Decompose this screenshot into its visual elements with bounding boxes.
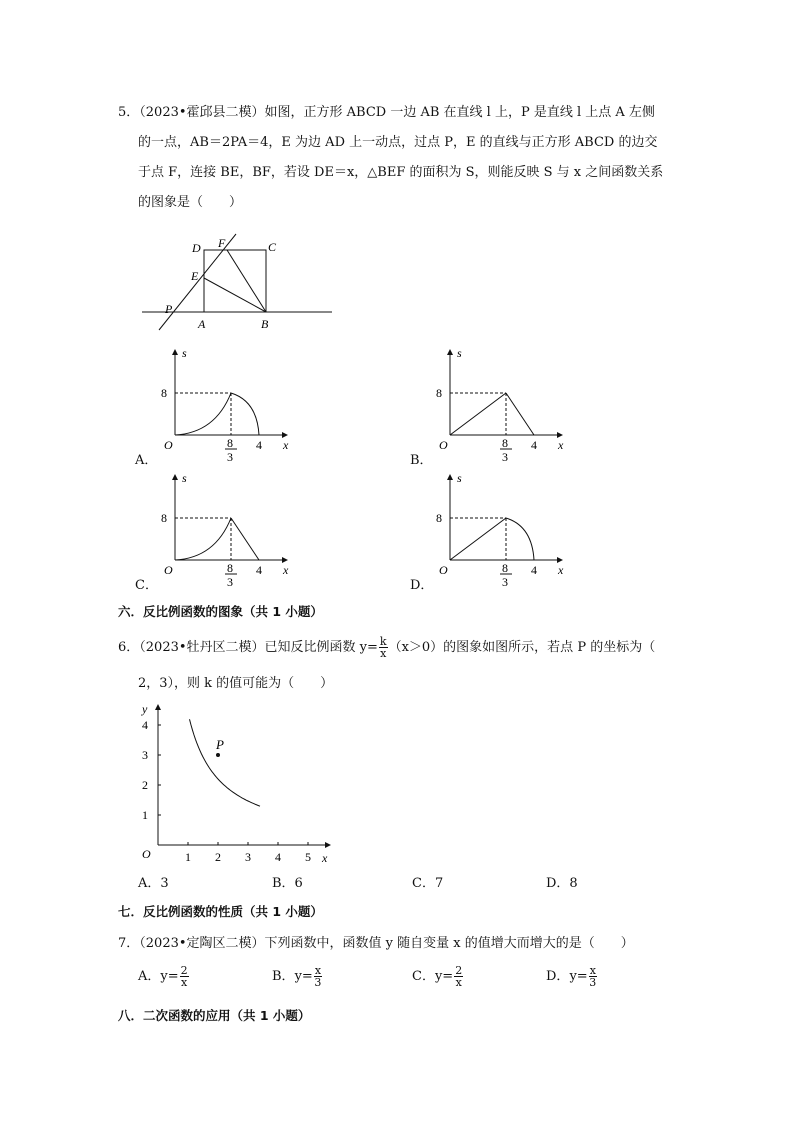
tick-8: 8 — [161, 511, 167, 525]
segment-bf — [227, 250, 266, 312]
graph-rising-part — [175, 518, 231, 560]
q5-option-b-letter: B． — [410, 453, 433, 468]
graph-rising-part — [175, 393, 231, 435]
q6-hyperbola-curve — [190, 719, 261, 806]
graph-rising-part — [450, 518, 506, 560]
q5-option-a-letter: A． — [135, 453, 158, 468]
graph-falling-part — [231, 518, 259, 560]
label-x: x — [558, 438, 564, 452]
q6-option-a: A．3 — [138, 876, 169, 891]
q6-x-tick-label: 2 — [215, 850, 221, 864]
label-origin: O — [439, 438, 448, 452]
q5-option-c-letter: C． — [135, 578, 158, 593]
square-abcd — [204, 250, 266, 312]
label-d: D — [192, 241, 201, 255]
q6-x-tick-label: 3 — [245, 850, 251, 864]
tick-frac-numerator: 8 — [502, 561, 508, 575]
q6-x-label: x — [322, 851, 328, 865]
tick-frac-numerator: 8 — [502, 436, 508, 450]
tick-4: 4 — [256, 438, 262, 452]
tick-8: 8 — [161, 386, 167, 400]
label-e: E — [191, 269, 199, 283]
q5-line-3: 于点 F，连接 BE，BF，若设 DE＝x，△BEF 的面积为 S，则能反映 S 与 x 之间函数关系 — [138, 165, 664, 180]
tick-4: 4 — [531, 438, 537, 452]
label-s: s — [457, 471, 462, 485]
q6-point-p — [216, 753, 220, 757]
q6-y-tick-label: 1 — [142, 808, 148, 822]
q6-origin-label: O — [142, 847, 151, 861]
tick-8: 8 — [436, 511, 442, 525]
q7-option-b: B．y= $\frac{x}{3}$ — [272, 964, 322, 989]
label-s: s — [182, 471, 187, 485]
label-s: s — [457, 346, 462, 360]
q7-option-a: A．y= $\frac{2}{x}$ — [138, 964, 188, 989]
label-p: P — [165, 302, 173, 316]
q7-option-d: D．y= $\frac{x}{3}$ — [546, 964, 597, 989]
label-x: x — [283, 438, 289, 452]
q6-line-2: 2，3），则 k 的值可能为（ ） — [138, 676, 334, 691]
q7-option-c: C．y= $\frac{2}{x}$ — [412, 964, 463, 989]
q6-option-b: B．6 — [272, 876, 303, 891]
tick-frac-numerator: 8 — [227, 436, 233, 450]
graph-falling-part — [506, 518, 534, 560]
segment-be — [204, 278, 266, 312]
tick-frac-denominator: 3 — [227, 450, 233, 464]
tick-8: 8 — [436, 386, 442, 400]
q5-option-b-graph — [410, 345, 570, 467]
q5-option-d-graph — [410, 470, 570, 592]
label-c: C — [268, 240, 277, 254]
graph-rising-part — [450, 393, 506, 435]
q5-option-d-letter: D． — [410, 578, 434, 593]
q5-square-figure — [140, 232, 340, 334]
tick-frac-denominator: 3 — [227, 575, 233, 589]
label-origin: O — [164, 563, 173, 577]
q6-y-tick-label: 4 — [142, 718, 148, 732]
section-8-heading: 八．二次函数的应用（共 1 小题） — [118, 1008, 311, 1023]
q6-option-d: D．8 — [546, 876, 578, 891]
q6-y-tick-label: 2 — [142, 778, 148, 792]
section-7-heading: 七．反比例函数的性质（共 1 小题） — [118, 904, 323, 919]
label-s: s — [182, 346, 187, 360]
label-f: F — [218, 236, 226, 250]
tick-frac-denominator: 3 — [502, 575, 508, 589]
label-a: A — [198, 317, 206, 331]
q6-point-p-label: P — [216, 737, 224, 752]
label-x: x — [558, 563, 564, 577]
q6-text-b: （x＞0）的图象如图所示，若点 P 的坐标为（ — [388, 640, 656, 655]
q6-x-tick-label: 4 — [275, 850, 281, 864]
label-x: x — [283, 563, 289, 577]
q5-line-2: 的一点，AB＝2PA＝4，E 为边 AD 上一动点，过点 P，E 的直线与正方形 ABCD 的边交 — [138, 135, 658, 150]
q6-option-c: C．7 — [412, 876, 444, 891]
q6-line-1 — [118, 636, 655, 659]
q6-x-tick-label: 1 — [185, 850, 191, 864]
graph-falling-part — [506, 393, 534, 435]
graph-falling-part — [231, 393, 259, 435]
q6-y-tick-label: 3 — [142, 748, 148, 762]
section-6-heading: 六．反比例函数的图象（共 1 小题） — [118, 604, 323, 619]
tick-4: 4 — [256, 563, 262, 577]
q6-text-a: 6．（2023•牡丹区二模）已知反比例函数 y= — [118, 640, 378, 655]
tick-frac-numerator: 8 — [227, 561, 233, 575]
label-origin: O — [164, 438, 173, 452]
tick-frac-denominator: 3 — [502, 450, 508, 464]
q5-line-1: 5．（2023•霍邱县二模）如图，正方形 ABCD 一边 AB 在直线 l 上，P 是直线 l 上点 A 左侧 — [118, 105, 655, 120]
label-b: B — [261, 317, 269, 331]
q6-fraction: $\frac{k}{x}$ — [379, 635, 387, 660]
q5-line-4: 的图象是（ ） — [138, 195, 243, 210]
q6-y-label: y — [142, 702, 148, 716]
q5-option-a-graph — [135, 345, 295, 467]
q5-option-c-graph — [135, 470, 295, 592]
label-origin: O — [439, 563, 448, 577]
q6-x-tick-label: 5 — [305, 850, 311, 864]
q6-graph — [130, 700, 345, 870]
q7-line-1: 7．（2023•定陶区二模）下列函数中，函数值 y 随自变量 x 的值增大而增大的是（ ） — [118, 936, 634, 951]
tick-4: 4 — [531, 563, 537, 577]
